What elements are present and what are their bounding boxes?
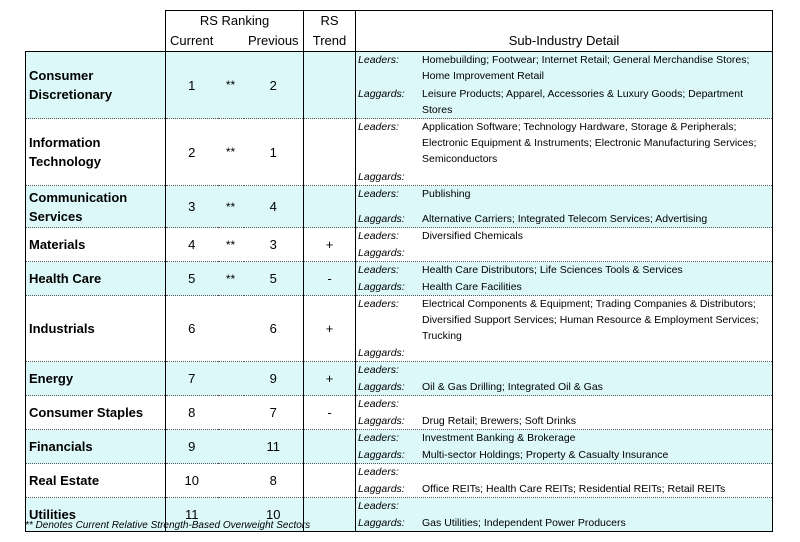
sector-name: Information Technology (26, 119, 166, 186)
leaders-text: Publishing (422, 188, 471, 200)
previous-rank: 8 (244, 464, 304, 498)
laggards-label: Laggards: (358, 449, 405, 461)
previous-rank: 1 (244, 119, 304, 186)
leaders-line (358, 430, 770, 446)
laggards-text: Gas Utilities; Independent Power Producers (422, 517, 626, 529)
laggards-label: Laggards: (358, 381, 405, 393)
sector-name: Consumer Discretionary (26, 52, 166, 119)
laggards-line (358, 86, 770, 118)
previous-rank: 11 (244, 430, 304, 464)
rs-trend (304, 464, 356, 498)
leaders-text: Application Software; Technology Hardware, Storage & Peripherals; Electronic Equipment & Instruments; Electronic Manufacturing Services; Semiconductors (422, 121, 757, 165)
sub-industry-detail (356, 430, 773, 464)
table-row (26, 362, 773, 396)
leaders-label: Leaders: (358, 398, 399, 410)
rs-trend: - (304, 396, 356, 430)
overweight-marker (218, 464, 244, 498)
leaders-line (358, 296, 770, 344)
overweight-marker: ** (218, 262, 244, 296)
current-rank: 4 (166, 228, 218, 262)
leaders-label: Leaders: (358, 121, 399, 133)
header-trend: Trend (304, 30, 356, 52)
sector-name: Utilities (26, 498, 166, 532)
rs-trend (304, 498, 356, 532)
previous-rank: 4 (244, 186, 304, 228)
leaders-text (422, 362, 770, 378)
leaders-line (358, 464, 770, 480)
laggards-line (358, 245, 770, 261)
overweight-marker: ** (218, 119, 244, 186)
overweight-marker (218, 296, 244, 362)
header-sub-industry: Sub-Industry Detail (356, 30, 773, 52)
overweight-marker: ** (218, 228, 244, 262)
current-rank: 7 (166, 362, 218, 396)
previous-rank: 6 (244, 296, 304, 362)
sector-name: Financials (26, 430, 166, 464)
current-rank: 6 (166, 296, 218, 362)
table-row (26, 262, 773, 296)
sub-industry-detail (356, 498, 773, 532)
table-row (26, 296, 773, 362)
leaders-text: Health Care Distributors; Life Sciences Tools & Services (422, 264, 683, 276)
leaders-text (422, 464, 770, 480)
laggards-label: Laggards: (358, 88, 405, 100)
leaders-line (358, 228, 770, 244)
sector-name: Industrials (26, 296, 166, 362)
current-rank: 5 (166, 262, 218, 296)
header-rs: RS (304, 11, 356, 31)
laggards-text: Oil & Gas Drilling; Integrated Oil & Gas (422, 381, 603, 393)
leaders-text: Diversified Chemicals (422, 230, 523, 242)
laggards-text: Multi-sector Holdings; Property & Casualty Insurance (422, 449, 669, 461)
sub-industry-detail (356, 362, 773, 396)
leaders-text (422, 498, 770, 514)
sector-name: Health Care (26, 262, 166, 296)
rs-trend (304, 52, 356, 119)
leaders-line (358, 362, 770, 378)
rs-trend: + (304, 296, 356, 362)
sub-industry-detail (356, 396, 773, 430)
sector-name: Communication Services (26, 186, 166, 228)
leaders-label: Leaders: (358, 364, 399, 376)
table-row (26, 228, 773, 262)
leaders-line (358, 396, 770, 412)
laggards-label: Laggards: (358, 281, 405, 293)
header-previous: Previous (244, 30, 304, 52)
laggards-label: Laggards: (358, 213, 405, 225)
laggards-text: Office REITs; Health Care REITs; Residential REITs; Retail REITs (422, 483, 726, 495)
table-row (26, 396, 773, 430)
previous-rank: 2 (244, 52, 304, 119)
sub-industry-detail (356, 262, 773, 296)
leaders-label: Leaders: (358, 54, 399, 66)
footnote: ** Denotes Current Relative Strength-Based Overweight Sectors (25, 520, 311, 531)
laggards-line (358, 413, 770, 429)
laggards-text: Drug Retail; Brewers; Soft Drinks (422, 415, 577, 427)
leaders-label: Leaders: (358, 188, 399, 200)
sub-industry-detail (356, 296, 773, 362)
sub-industry-detail (356, 119, 773, 186)
laggards-text (422, 345, 770, 361)
laggards-line (358, 481, 770, 497)
leaders-label: Leaders: (358, 432, 399, 444)
leaders-line (358, 498, 770, 514)
sector-name: Energy (26, 362, 166, 396)
rs-trend: - (304, 262, 356, 296)
rs-trend (304, 119, 356, 186)
laggards-line (358, 515, 770, 531)
laggards-text: Alternative Carriers; Integrated Telecom Services; Advertising (422, 213, 708, 225)
header-blank (26, 11, 166, 31)
rs-trend (304, 186, 356, 228)
leaders-line (358, 52, 770, 84)
overweight-marker: ** (218, 186, 244, 228)
leaders-line (358, 262, 770, 278)
rs-trend: + (304, 362, 356, 396)
previous-rank: 3 (244, 228, 304, 262)
current-rank: 3 (166, 186, 218, 228)
leaders-label: Leaders: (358, 298, 399, 310)
laggards-label: Laggards: (358, 347, 405, 359)
laggards-label: Laggards: (358, 415, 405, 427)
overweight-marker: ** (218, 52, 244, 119)
laggards-line (358, 447, 770, 463)
sector-name: Materials (26, 228, 166, 262)
rs-trend (304, 430, 356, 464)
leaders-label: Leaders: (358, 230, 399, 242)
sector-name: Real Estate (26, 464, 166, 498)
current-rank: 10 (166, 464, 218, 498)
laggards-text (422, 169, 770, 185)
laggards-line (358, 379, 770, 395)
laggards-text (422, 245, 770, 261)
previous-rank: 10 (244, 498, 304, 532)
laggards-line (358, 169, 770, 185)
previous-rank: 9 (244, 362, 304, 396)
leaders-label: Leaders: (358, 466, 399, 478)
leaders-line (358, 186, 770, 202)
header-rs-ranking: RS Ranking (166, 11, 304, 31)
laggards-label: Laggards: (358, 171, 405, 183)
laggards-label: Laggards: (358, 483, 405, 495)
header-blank-2 (26, 30, 166, 52)
current-rank: 11 (166, 498, 218, 532)
leaders-text: Homebuilding; Footwear; Internet Retail; General Merchandise Stores; Home Improvement Retail (422, 54, 750, 82)
leaders-label: Leaders: (358, 264, 399, 276)
current-rank: 8 (166, 396, 218, 430)
laggards-line (358, 279, 770, 295)
current-rank: 2 (166, 119, 218, 186)
sector-name: Consumer Staples (26, 396, 166, 430)
current-rank: 9 (166, 430, 218, 464)
sub-industry-detail (356, 228, 773, 262)
previous-rank: 7 (244, 396, 304, 430)
laggards-line (358, 211, 770, 227)
rs-trend: + (304, 228, 356, 262)
table-row (26, 464, 773, 498)
overweight-marker (218, 430, 244, 464)
current-rank: 1 (166, 52, 218, 119)
table-row (26, 430, 773, 464)
overweight-marker (218, 362, 244, 396)
laggards-text: Leisure Products; Apparel, Accessories & Luxury Goods; Department Stores (422, 88, 744, 116)
header-detail-top (356, 11, 773, 31)
overweight-marker (218, 396, 244, 430)
laggards-label: Laggards: (358, 247, 405, 259)
leaders-text: Investment Banking & Brokerage (422, 432, 576, 444)
table-row (26, 52, 773, 119)
header-current: Current (166, 30, 244, 52)
leaders-text: Electrical Components & Equipment; Trading Companies & Distributors; Diversified Support Services; Human Resource & Employment Services; Trucking (422, 298, 759, 342)
leaders-label: Leaders: (358, 500, 399, 512)
leaders-text (422, 396, 770, 412)
sub-industry-detail (356, 186, 773, 228)
laggards-text: Health Care Facilities (422, 281, 522, 293)
laggards-line (358, 345, 770, 361)
table-row (26, 119, 773, 186)
sub-industry-detail (356, 52, 773, 119)
laggards-label: Laggards: (358, 517, 405, 529)
leaders-line (358, 119, 770, 167)
table-row (26, 186, 773, 228)
previous-rank: 5 (244, 262, 304, 296)
sector-ranking-table (25, 10, 773, 532)
sub-industry-detail (356, 464, 773, 498)
table-body (26, 52, 773, 532)
